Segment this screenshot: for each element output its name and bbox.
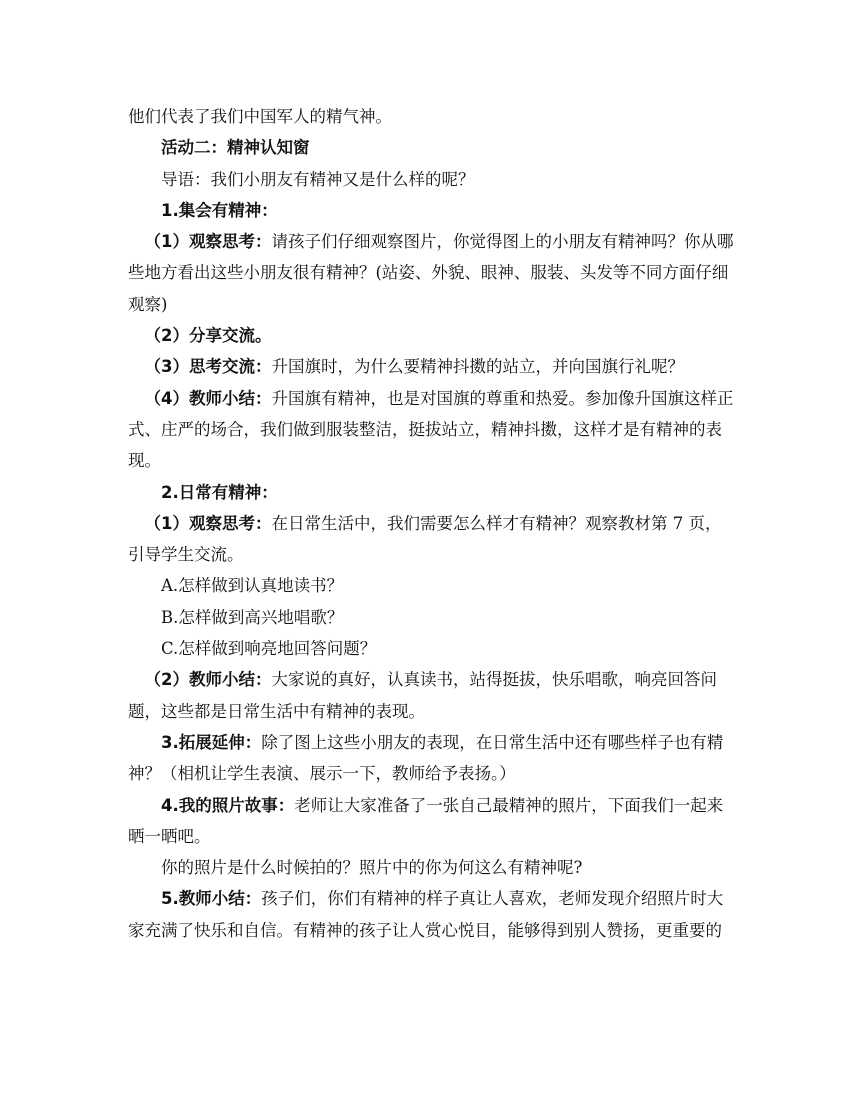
- paragraph: [128, 320, 734, 351]
- paragraph: [128, 383, 734, 477]
- subsection-heading: [128, 195, 734, 226]
- paragraph: [128, 727, 734, 790]
- paragraph-text: 升国旗有精神，也是对国旗的尊重和热爱。参加像升国旗这样正式、庄严的场合，我们做到服装整洁，挺拔站立，精神抖擞，这样才是有精神的表现。: [128, 388, 734, 471]
- paragraph-lead: （3）思考交流：: [144, 357, 272, 377]
- paragraph-lead: （4）教师小结：: [144, 388, 272, 408]
- paragraph: [128, 508, 734, 571]
- list-item-text: A.怎样做到认真地读书？: [161, 576, 344, 596]
- document-body: [128, 101, 734, 946]
- paragraph: [128, 226, 734, 320]
- section-heading: [128, 132, 734, 163]
- heading-text: 1.集会有精神：: [161, 200, 278, 220]
- list-item-text: C.怎样做到响亮地回答问题？: [161, 639, 377, 659]
- list-item-text: B.怎样做到高兴地唱歌？: [161, 607, 344, 627]
- paragraph: [128, 790, 734, 853]
- paragraph-lead: （2）教师小结：: [144, 670, 272, 690]
- paragraph-lead: 4.我的照片故事：: [161, 795, 295, 815]
- paragraph-lead: （1）观察思考：: [144, 232, 272, 252]
- paragraph-text: 你的照片是什么时候拍的？照片中的你为何这么有精神呢?: [161, 858, 583, 878]
- list-item: [128, 633, 734, 664]
- paragraph: [128, 351, 734, 382]
- paragraph-text: 导语：我们小朋友有精神又是什么样的呢？: [161, 169, 475, 189]
- heading-text: 活动二：精神认知窗: [161, 138, 310, 158]
- paragraph-lead: 3.拓展延伸：: [161, 732, 262, 752]
- paragraph: [128, 164, 734, 195]
- paragraph-text: 请孩子们仔细观察图片，你觉得图上的小朋友有精神吗？你从哪些地方看出这些小朋友很有精神？(站姿、外貌、眼神、服装、头发等不同方面仔细观察): [128, 232, 734, 314]
- paragraph-text: 孩子们，你们有精神的样子真让人喜欢，老师发现介绍照片时大家充满了快乐和自信。有精神的孩子让人赏心悦目，能够得到别人赞扬，更重要的: [128, 889, 724, 940]
- paragraph-text: 他们代表了我们中国军人的精气神。: [128, 107, 392, 126]
- paragraph: [128, 101, 734, 132]
- list-item: [128, 602, 734, 633]
- paragraph-text: 老师让大家准备了一张自己最精神的照片，下面我们一起来晒一晒吧。: [128, 795, 724, 846]
- paragraph-text: 除了图上这些小朋友的表现，在日常生活中还有哪些样子也有精神？（相机让学生表演、展示一下，教师给予表扬。）: [128, 732, 724, 784]
- paragraph-lead: 5.教师小结：: [161, 889, 262, 909]
- paragraph-text: 大家说的真好，认真读书，站得挺拔，快乐唱歌，响亮回答问题，这些都是日常生活中有精神的表现。: [128, 670, 717, 721]
- paragraph-text: 在日常生活中，我们需要怎么样才有精神？观察教材第 7 页，引导学生交流。: [128, 513, 722, 565]
- heading-text: 2.日常有精神：: [161, 482, 278, 502]
- subsection-heading: [128, 477, 734, 508]
- paragraph: [128, 664, 734, 727]
- paragraph: [128, 852, 734, 883]
- paragraph: [128, 883, 734, 946]
- paragraph-text: 升国旗时，为什么要精神抖擞的站立，并向国旗行礼呢？: [271, 357, 684, 377]
- paragraph-lead: （2）分享交流。: [144, 326, 272, 346]
- list-item: [128, 570, 734, 601]
- paragraph-lead: （1）观察思考：: [144, 513, 272, 533]
